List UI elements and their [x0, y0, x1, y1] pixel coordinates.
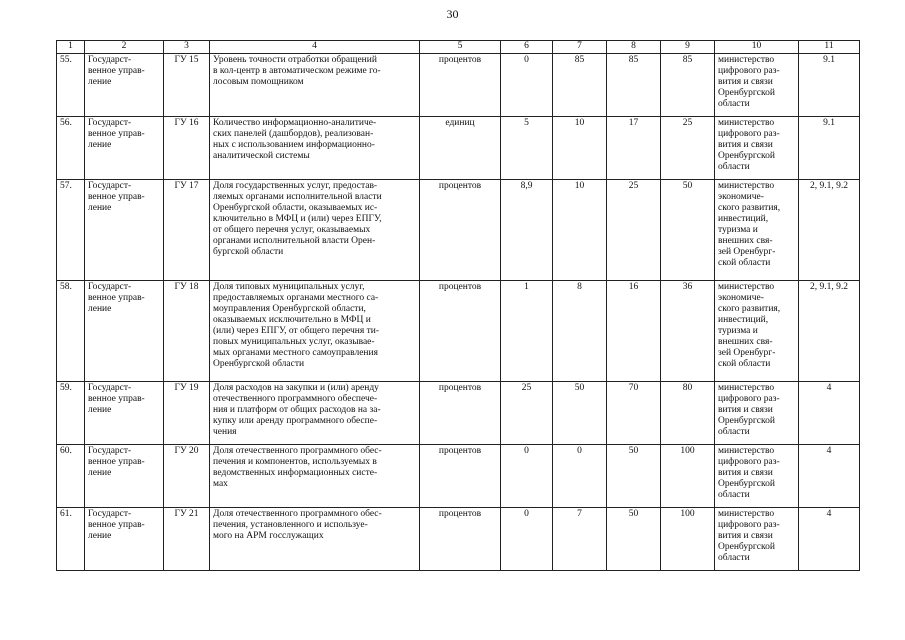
area-cell-text: Государст- венное управ- ление [88, 282, 145, 314]
executor-cell-text: министерство цифрового раз- вития и связи Оренбургской области [718, 509, 780, 563]
code-cell [164, 508, 210, 571]
value-cell [553, 54, 607, 117]
area-cell-text: Государст- венное управ- ление [88, 181, 145, 213]
value-cell-text: 85 [682, 55, 693, 65]
unit-cell [420, 508, 501, 571]
row-number-cell [57, 180, 85, 281]
value-cell-text: 50 [682, 181, 693, 191]
row-number-cell-text: 59. [60, 383, 72, 393]
reference-cell-text: 2, 9.1, 9.2 [810, 282, 848, 292]
code-cell-text: ГУ 19 [174, 383, 199, 393]
value-cell-text: 80 [682, 383, 693, 393]
indicator-cell-text: Доля типовых муниципальных услуг, предоставляемых органами местного са- моуправления Оренбургской области, оказываемых исключительно в МФЦ и (или) через ЕПГУ, от общего перечня ти- повых муниципальных услуг, оказывае- мых органами местного самоуправления Оренбургской области [213, 282, 379, 369]
value-cell-text: 0 [524, 509, 529, 519]
value-cell [607, 445, 661, 508]
value-cell-text: 50 [628, 446, 639, 456]
area-cell [85, 281, 164, 382]
reference-cell-text: 2, 9.1, 9.2 [810, 181, 848, 191]
code-cell [164, 54, 210, 117]
executor-cell [715, 180, 799, 281]
area-cell [85, 54, 164, 117]
code-cell-text: ГУ 20 [174, 446, 199, 456]
reference-cell-text: 4 [826, 446, 832, 456]
executor-cell-text: министерство цифрового раз- вития и связи Оренбургской области [718, 55, 780, 109]
executor-cell-text: министерство цифрового раз- вития и связи Оренбургской области [718, 383, 780, 437]
value-cell-text: 10 [574, 181, 585, 191]
table-row [57, 281, 860, 382]
value-cell [501, 117, 553, 180]
page-number: 30 [446, 7, 459, 21]
value-cell [607, 508, 661, 571]
row-number-cell [57, 54, 85, 117]
code-cell [164, 180, 210, 281]
value-cell [553, 508, 607, 571]
executor-cell [715, 281, 799, 382]
code-cell [164, 117, 210, 180]
value-cell [661, 445, 715, 508]
value-cell-text: 5 [524, 118, 529, 128]
value-cell-text: 100 [680, 446, 695, 456]
row-number-cell-text: 57. [60, 181, 72, 191]
unit-cell [420, 117, 501, 180]
value-cell-text: 10 [574, 118, 585, 128]
code-cell-text: ГУ 15 [174, 55, 199, 65]
reference-cell-text: 4 [826, 509, 832, 519]
value-cell [661, 180, 715, 281]
reference-cell [799, 281, 860, 382]
reference-cell [799, 180, 860, 281]
table-row [57, 445, 860, 508]
value-cell-text: 36 [682, 282, 693, 292]
indicators-table [56, 40, 860, 571]
area-cell-text: Государст- венное управ- ление [88, 446, 145, 478]
reference-cell [799, 382, 860, 445]
area-cell-text: Государст- венное управ- ление [88, 383, 145, 415]
value-cell [661, 508, 715, 571]
executor-cell [715, 445, 799, 508]
reference-cell [799, 445, 860, 508]
header-cell: 3 [164, 41, 210, 54]
unit-cell [420, 180, 501, 281]
header-cell: 9 [661, 41, 715, 54]
row-number-cell [57, 281, 85, 382]
value-cell-text: 0 [524, 55, 529, 65]
area-cell-text: Государст- венное управ- ление [88, 55, 145, 87]
value-cell-text: 1 [524, 282, 529, 292]
code-cell-text: ГУ 16 [174, 118, 199, 128]
value-cell-text: 8 [577, 282, 582, 292]
code-cell-text: ГУ 21 [174, 509, 199, 519]
value-cell [553, 180, 607, 281]
area-cell-text: Государст- венное управ- ление [88, 118, 145, 150]
value-cell-text: 50 [628, 509, 639, 519]
value-cell-text: 17 [628, 118, 639, 128]
row-number-cell [57, 508, 85, 571]
table-row [57, 117, 860, 180]
area-cell [85, 382, 164, 445]
value-cell [553, 117, 607, 180]
unit-cell-text: процентов [438, 55, 482, 65]
value-cell-text: 16 [628, 282, 639, 292]
indicator-cell-text: Доля расходов на закупки и (или) аренду отечественного программного обеспече- ния и платформ от общих расходов на за- купку или аренду программного обеспе- чения [213, 383, 381, 437]
reference-cell [799, 54, 860, 117]
executor-cell [715, 117, 799, 180]
value-cell-text: 0 [577, 446, 582, 456]
value-cell [553, 382, 607, 445]
row-number-cell [57, 445, 85, 508]
executor-cell [715, 54, 799, 117]
table-row [57, 180, 860, 281]
value-cell-text: 100 [680, 509, 695, 519]
executor-cell-text: министерство цифрового раз- вития и связи Оренбургской области [718, 118, 780, 172]
area-cell [85, 180, 164, 281]
code-cell [164, 382, 210, 445]
header-cell: 1 [57, 41, 85, 54]
header-cell: 7 [553, 41, 607, 54]
table-row [57, 382, 860, 445]
value-cell [607, 281, 661, 382]
executor-cell-text: министерство экономиче- ского развития, инвестиций, туризма и внешних свя- зей Оренбург- ской области [718, 181, 781, 268]
unit-cell-text: процентов [438, 446, 482, 456]
area-cell [85, 445, 164, 508]
value-cell [553, 445, 607, 508]
value-cell [501, 445, 553, 508]
value-cell [501, 508, 553, 571]
value-cell [501, 54, 553, 117]
row-number-cell-text: 56. [60, 118, 72, 128]
unit-cell-text: процентов [438, 383, 482, 393]
reference-cell [799, 508, 860, 571]
value-cell [553, 281, 607, 382]
unit-cell [420, 54, 501, 117]
value-cell [607, 54, 661, 117]
indicator-cell [210, 54, 420, 117]
executor-cell [715, 382, 799, 445]
indicator-cell [210, 508, 420, 571]
reference-cell-text: 4 [826, 383, 832, 393]
area-cell [85, 508, 164, 571]
executor-cell-text: министерство экономиче- ского развития, инвестиций, туризма и внешних свя- зей Оренбург- ской области [718, 282, 781, 369]
reference-cell-text: 9.1 [823, 118, 835, 128]
row-number-cell [57, 382, 85, 445]
value-cell-text: 85 [628, 55, 639, 65]
header-cell: 10 [715, 41, 799, 54]
row-number-cell-text: 60. [60, 446, 72, 456]
value-cell-text: 85 [574, 55, 585, 65]
header-cell: 2 [85, 41, 164, 54]
table-header-row [57, 41, 860, 54]
value-cell-text: 7 [577, 509, 582, 519]
table-row [57, 508, 860, 571]
value-cell-text: 0 [524, 446, 529, 456]
row-number-cell-text: 61. [60, 509, 72, 519]
unit-cell-text: процентов [438, 509, 482, 519]
area-cell-text: Государст- венное управ- ление [88, 509, 145, 541]
row-number-cell [57, 117, 85, 180]
unit-cell [420, 281, 501, 382]
code-cell-text: ГУ 18 [174, 282, 199, 292]
value-cell [607, 117, 661, 180]
value-cell [661, 54, 715, 117]
value-cell-text: 25 [628, 181, 639, 191]
code-cell [164, 445, 210, 508]
indicator-cell-text: Доля государственных услуг, предостав- ляемых органами исполнительной власти Оренбургской области, оказываемых ис- ключительно в МФЦ и (или) через ЕПГУ, от общего перечня услуг, оказываемых органами исполнительной власти Орен- бургской области [213, 181, 382, 257]
header-cell: 11 [799, 41, 860, 54]
value-cell [607, 382, 661, 445]
header-cell: 6 [501, 41, 553, 54]
value-cell [607, 180, 661, 281]
reference-cell-text: 9.1 [823, 55, 835, 65]
value-cell [501, 180, 553, 281]
indicator-cell-text: Доля отечественного программного обес- печения, установленного и используе- мого на АРМ госслужащих [213, 509, 382, 541]
value-cell [661, 281, 715, 382]
code-cell [164, 281, 210, 382]
table-row [57, 54, 860, 117]
indicator-cell [210, 117, 420, 180]
header-cell: 8 [607, 41, 661, 54]
unit-cell [420, 445, 501, 508]
value-cell-text: 25 [521, 383, 532, 393]
indicator-cell [210, 281, 420, 382]
header-cell: 4 [210, 41, 420, 54]
value-cell [661, 382, 715, 445]
indicator-cell-text: Количество информационно-аналитиче- ских панелей (дашбордов), реализован- ных с использованием информационно- аналитической системы [213, 118, 377, 161]
unit-cell-text: процентов [438, 181, 482, 191]
executor-cell-text: министерство цифрового раз- вития и связи Оренбургской области [718, 446, 780, 500]
indicator-cell-text: Уровень точности отработки обращений в кол-центр в автоматическом режиме го- лосовым помощником [213, 55, 381, 87]
row-number-cell-text: 58. [60, 282, 72, 292]
value-cell [501, 382, 553, 445]
value-cell-text: 70 [628, 383, 639, 393]
row-number-cell-text: 55. [60, 55, 72, 65]
indicator-cell [210, 180, 420, 281]
reference-cell [799, 117, 860, 180]
value-cell-text: 25 [682, 118, 693, 128]
area-cell [85, 117, 164, 180]
code-cell-text: ГУ 17 [174, 181, 199, 191]
unit-cell [420, 382, 501, 445]
executor-cell [715, 508, 799, 571]
value-cell [661, 117, 715, 180]
header-cell: 5 [420, 41, 501, 54]
unit-cell-text: единиц [445, 118, 475, 128]
value-cell-text: 8,9 [520, 181, 533, 191]
indicator-cell [210, 445, 420, 508]
value-cell [501, 281, 553, 382]
indicator-cell [210, 382, 420, 445]
indicator-cell-text: Доля отечественного программного обес- печения и компонентов, используемых в ведомственных информационных систе- мах [213, 446, 382, 489]
unit-cell-text: процентов [438, 282, 482, 292]
value-cell-text: 50 [574, 383, 585, 393]
